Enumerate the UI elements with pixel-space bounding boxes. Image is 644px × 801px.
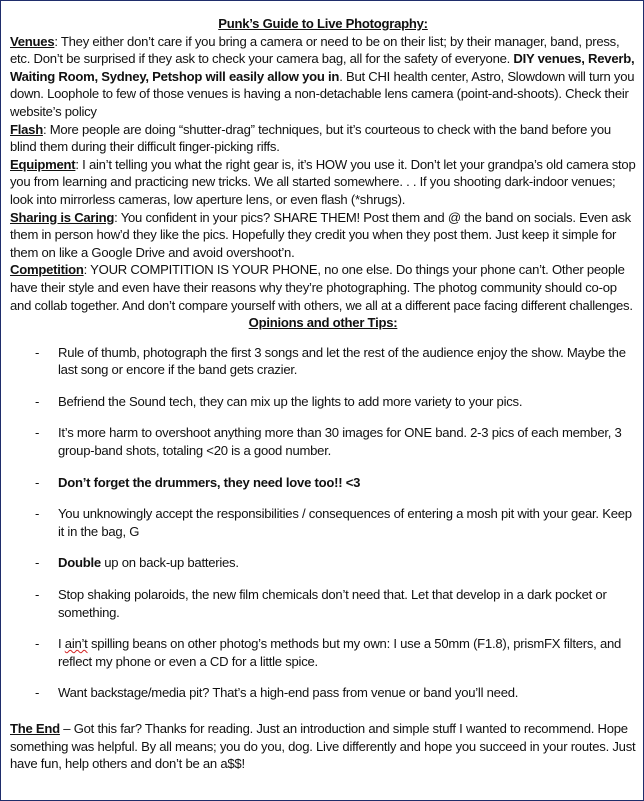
document-title: Punk’s Guide to Live Photography: [218, 16, 428, 31]
dash-bullet-icon: - [35, 344, 40, 360]
section-label-venues: Venues [10, 33, 55, 49]
dash-bullet-icon: - [35, 474, 40, 490]
section-label-competition: Competition [10, 262, 84, 278]
section-label-flash: Flash [10, 121, 43, 137]
tips-list [10, 344, 636, 702]
document-body [10, 15, 636, 773]
dash-bullet-icon: - [35, 425, 40, 441]
list-item: - Befriend the Sound tech, they can mix up the lights to add more variety to your pics. [35, 393, 523, 409]
dash-bullet-icon: - [35, 393, 40, 409]
section-venues: Venues: They either don’t care if you bring a camera or need to be on their list; by their manager, band, press, etc. Don’t be surprised if they ask to check your camera bag, all for the safety of everyone. DIY venues, Reverb, Waiting Room, Sydney, Petshop will easily allow you in. But CHI health center, Astro, Slowdown will turn you down. Loophole to few of those venues is having a non-detachable lens camera (point-and-shoots). Check their website’s policy [10, 33, 635, 119]
section-competition: Competition: YOUR COMPITITION IS YOUR PHONE, no one else. Do things your phone can’t. Other people have their style and even have their reasons why they’re photographing. The photog community should co-op and collab together. And don’t compare yourself with others, we all at a different pace facing different challenges. [10, 262, 633, 313]
list-item: - You unknowingly accept the responsibilities / consequences of entering a mosh pit with your gear. Keep it in the bag, G [35, 506, 632, 539]
section-label-equipment: Equipment [10, 156, 76, 172]
dash-bullet-icon: - [35, 636, 40, 652]
dash-bullet-icon: - [35, 506, 40, 522]
section-label-the-end: The End [10, 721, 60, 736]
list-item: - Don’t forget the drummers, they need love too!! <3 [35, 474, 361, 490]
list-item: - Stop shaking polaroids, the new film chemicals don’t need that. Let that develop in a dark pocket or something. [35, 587, 607, 620]
section-flash: Flash: More people are doing “shutter-drag” techniques, but it’s courteous to check with the band before you blind them during their difficult finger-picking riffs. [10, 121, 611, 155]
list-item: - Double up on back-up batteries. [35, 555, 239, 571]
dash-bullet-icon: - [35, 587, 40, 603]
venues-bold-text: DIY venues, Reverb, Waiting Room, Sydney, Petshop will easily allow you in [10, 51, 635, 84]
spellcheck-misspelled-word[interactable]: ain’t [64, 636, 88, 652]
section-label-sharing: Sharing is Caring [10, 209, 115, 225]
list-item: - Rule of thumb, photograph the first 3 songs and let the rest of the audience enjoy the show. Maybe the last song or encore if the band gets crazier. [35, 344, 626, 378]
dash-bullet-icon: - [35, 685, 40, 701]
section-the-end: The End – Got this far? Thanks for reading. Just an introduction and simple stuff I wanted to recommend. Hope something was helpful. By all means; you do you, dog. Live differently and hope you succeed in your routes. Just have fun, help others and don’t be an a$$! [10, 721, 636, 772]
list-item: - I ain’t spilling beans on other photog’s methods but my own: I use a 50mm (F1.8), prismFX filters, and reflect my phone or even a CD for a little spice. [35, 636, 622, 669]
list-item: - Want backstage/media pit? That’s a high-end pass from venue or band you’ll need. [35, 685, 519, 701]
tips-heading: Opinions and other Tips: [248, 315, 398, 331]
section-equipment: Equipment: I ain’t telling you what the right gear is, it’s HOW you use it. Don’t let your grandpa’s old camera stop you from learning and practicing new tricks. We all started somewhere. . . If you shooting dark-indoor venues; look into mirrorless cameras, low aperture lens, or even flash (*shrugs). [10, 156, 636, 207]
list-item: - It’s more harm to overshoot anything more than 30 images for ONE band. 2-3 pics of each member, 3 group-band shots, totaling <20 is a good number. [35, 425, 622, 459]
section-sharing: Sharing is Caring: You confident in your pics? SHARE THEM! Post them and @ the band on socials. Even ask them in person how’d they like the pics. Hopefully they credit you when they post them. Just keep it simple for them on like a Google Drive and avoid overshoot’n. [10, 209, 631, 260]
dash-bullet-icon: - [35, 555, 40, 571]
